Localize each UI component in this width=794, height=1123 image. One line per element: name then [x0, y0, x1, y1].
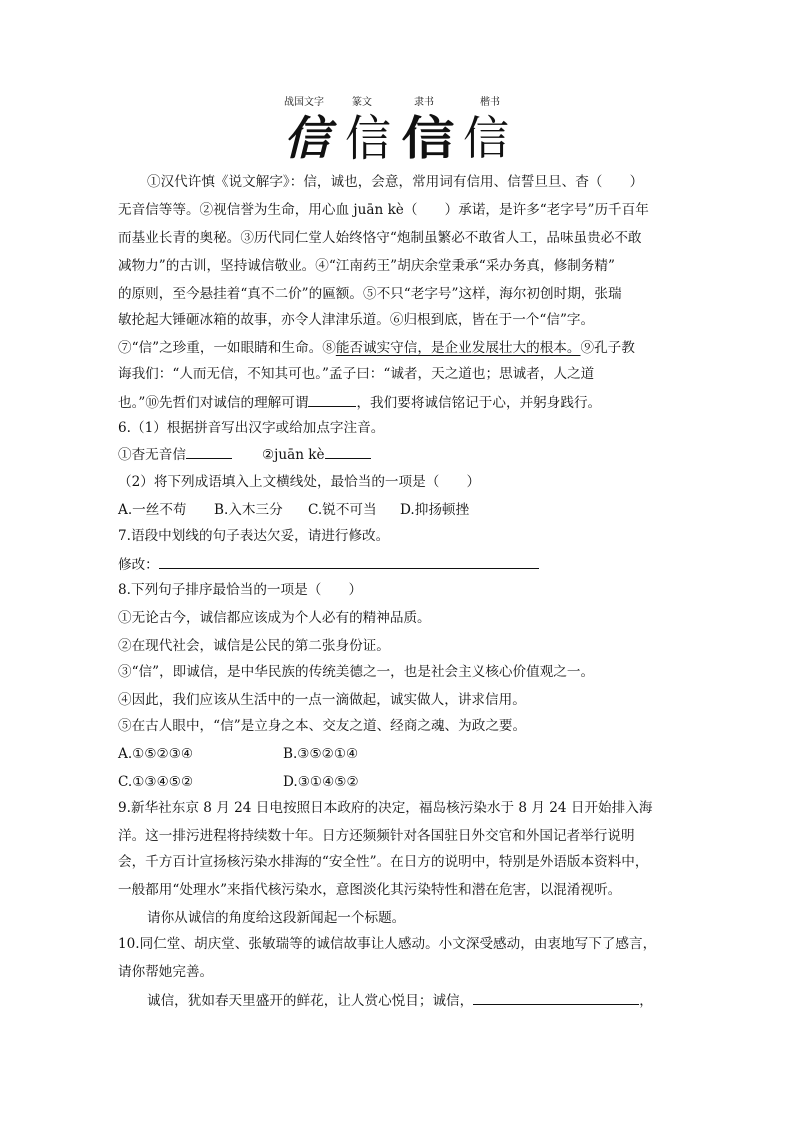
q6-sub2: （2）将下列成语填入上文横线处，最恰当的一项是（ ）	[118, 474, 481, 490]
passage-line: 敏抡起大锤砸冰箱的故事，亦令人津津乐道。⑥归根到底，皆在于一个“信”字。	[118, 312, 595, 328]
q10-prompt	[147, 990, 653, 1011]
q9-line: 9.新华社东京 8 月 24 日电按照日本政府的决定，福岛核污染水于 8 月 24 日开始排入海	[118, 800, 653, 816]
q8-option-b[interactable]: B.③⑤②①④	[283, 746, 359, 762]
q9-line: 会，千方百计宣扬核污染水排海的“安全性”。在日方的说明中，特别是外语版本资料中，	[118, 854, 649, 870]
q7-title: 7.语段中划线的句子表达欠妥，请进行修改。	[118, 528, 390, 544]
xin-regular-glyph: 信	[463, 111, 509, 165]
passage-line: 而基业长青的奥秘。③历代同仁堂人始终恪守“炮制虽繁必不敢省人工，品味虽贵必不敢	[118, 230, 642, 246]
passage-text: ⑦“信”之珍重，一如眼睛和生命。⑧	[118, 340, 336, 356]
passage-text: ⑨孔子教	[580, 340, 635, 356]
q6-title: 6.（1）根据拼音写出汉字或给加点字注音。	[118, 420, 385, 436]
q6-items	[118, 444, 371, 465]
q8-sentence: ①无论古今，诚信都应该成为个人必有的精神品质。	[118, 610, 431, 626]
passage-line: ①汉代许慎《说文解字》：信，诚也，会意，常用词有信用、信誓旦旦、杳（ ）	[147, 174, 644, 190]
q6-item2: ②juān kè	[261, 447, 325, 463]
q8-option-c[interactable]: C.①③④⑤②	[118, 774, 194, 790]
q8-option-a[interactable]: A.①⑤②③④	[118, 746, 194, 762]
q8-sentence: ③“信”，即诚信，是中华民族的传统美德之一，也是社会主义核心价值观之一。	[118, 664, 595, 680]
xin-seal-glyph: 信	[345, 109, 391, 167]
xin-warring-states-glyph: 信	[284, 111, 328, 165]
q8-sentence: ②在现代社会，诚信是公民的第二张身份证。	[118, 638, 390, 654]
idiom-blank[interactable]	[308, 392, 356, 407]
q8-sentence: ⑤在古人眼中，“信”是立身之本、交友之道、经商之魂、为政之要。	[118, 718, 527, 734]
passage-text: 也。”⑩先哲们对诚信的理解可谓	[118, 395, 309, 411]
underlined-sentence: 能否诚实守信，是企业发展壮大的根本。	[335, 340, 581, 356]
passage-line	[118, 392, 601, 413]
script-style-labels	[0, 96, 794, 110]
q10-text-end: ，	[639, 993, 653, 1009]
passage-line: 的原则，至今悬挂着“真不二价”的匾额。⑤不只“老字号”这样，海尔初创时期，张瑞	[118, 286, 622, 302]
q7-label: 修改：	[118, 557, 159, 573]
xin-character-evolution	[0, 109, 794, 168]
q10-line: 10.同仁堂、胡庆堂、张敏瑞等的诚信故事让人感动。小文深受感动，由衷地写下了感言，	[118, 936, 657, 952]
q6-option-b[interactable]: B.入木三分	[214, 502, 283, 518]
passage-text: ，我们要将诚信铭记于心，并躬身践行。	[356, 395, 602, 411]
q6-option-a[interactable]: A.一丝不苟	[118, 502, 187, 518]
q6-option-d[interactable]: D.抑扬顿挫	[400, 502, 470, 518]
passage-line: 无音信等等。②视信誉为生命，用心血 juān kè（ ）承诺，是许多“老字号”历千百年	[118, 202, 649, 218]
q6-answer-blank-2[interactable]	[325, 444, 371, 459]
q10-text: 诚信，犹如春天里盛开的鲜花，让人赏心悦目；诚信，	[147, 993, 474, 1009]
q6-answer-blank-1[interactable]	[186, 444, 232, 459]
q10-line: 请你帮她完善。	[118, 964, 214, 980]
q10-answer-blank[interactable]	[473, 990, 639, 1005]
q8-option-d[interactable]: D.③①④⑤②	[283, 774, 359, 790]
q7-answer-row	[118, 554, 539, 575]
xin-clerical-glyph: 信	[401, 111, 455, 165]
q7-answer-line[interactable]	[159, 554, 539, 569]
passage-line: 诲我们：“人而无信，不知其可也。”孟子曰：“诚者，天之道也；思诚者，人之道	[118, 366, 595, 382]
q9-question: 请你从诚信的角度给这段新闻起一个标题。	[147, 910, 406, 926]
q6-option-c[interactable]: C.锐不可当	[308, 502, 377, 518]
passage-line	[118, 338, 635, 358]
q9-line: 洋。这一排污进程将持续数十年。日方还频频针对各国驻日外交官和外国记者举行说明	[118, 828, 635, 844]
q9-line: 一般都用“处理水”来指代核污染水，意图淡化其污染特性和潜在危害，以混淆视听。	[118, 882, 622, 898]
q8-sentence: ④因此，我们应该从生活中的一点一滴做起，诚实做人，讲求信用。	[118, 692, 526, 708]
q6-item1: ①杳无音信	[118, 447, 186, 463]
label-regular-script: 楷书	[480, 97, 500, 108]
label-seal-script: 篆文	[352, 97, 372, 108]
passage-line: 减物力”的古训，坚持诚信敬业。④“江南药王”胡庆余堂秉承“采办务真，修制务精”	[118, 258, 615, 274]
label-clerical-script: 隶书	[414, 97, 434, 108]
q8-title: 8.下列句子排序最恰当的一项是（ ）	[118, 582, 363, 598]
label-warring-states: 战国文字	[284, 97, 324, 108]
